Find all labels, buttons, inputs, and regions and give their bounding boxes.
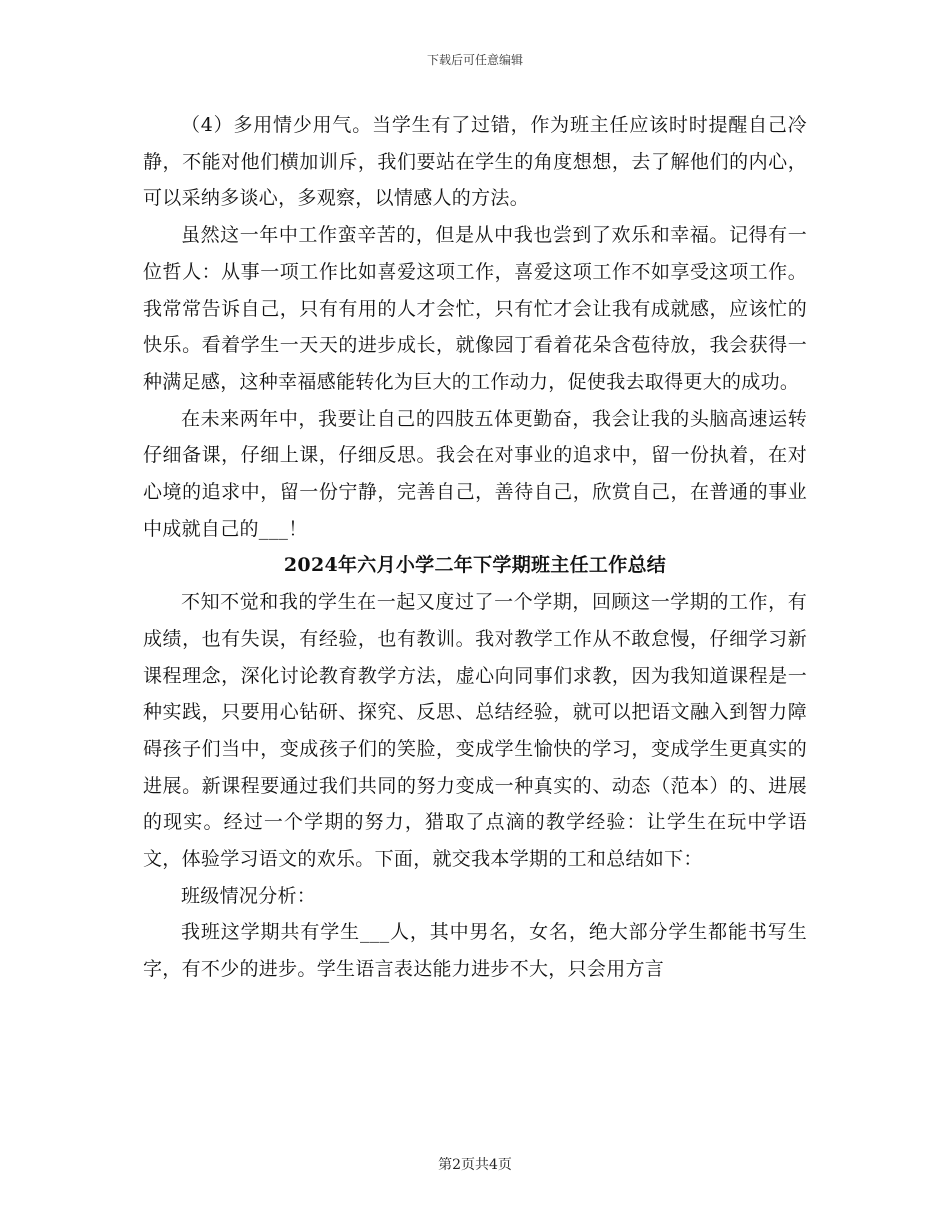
page-header: 下载后可任意编辑	[426, 53, 523, 67]
section-title: 2024年六月小学二年下学期班主任工作总结	[283, 554, 667, 577]
paragraph-semester-review: 不知不觉和我的学生在一起又度过了一个学期，回顾这一学期的工作，有成绩，也有失误，有经验，也有教训。我对教学工作从不敢怠慢，仔细学习新课程理念，深化讨论教育教学方法，虚心向同事们求教，因为我知道课程是一种实践，只要用心钻研、探究、反思、总结经验，就可以把语文融入到智力障碍孩子们当中，变成孩子们的笑脸，变成学生愉快的学习，变成学生更真实的进展。新课程要通过我们共同的努力变成一种真实的、动态（范本）的、进展的现实。经过一个学期的努力，猎取了点滴的教学经验：让学生在玩中学语文，体验学习语文的欢乐。下面，就交我本学期的工和总结如下：	[143, 591, 807, 871]
paragraph-happiness: 虽然这一年中工作蛮辛苦的，但是从中我也尝到了欢乐和幸福。记得有一位哲人：从事一项工作比如喜爱这项工作，喜爱这项工作不如享受这项工作。我常常告诉自己，只有有用的人才会忙，只有忙才会让我有成就感，应该忙的快乐。看着学生一天天的进步成长，就像园丁看着花朵含苞待放，我会获得一种满足感，这种幸福感能转化为巨大的工作动力，促使我去取得更大的成功。	[143, 224, 807, 393]
paragraph-class-analysis: 我班这学期共有学生___人，其中男名，女名，绝大部分学生都能书写生字，有不少的进步。学生语言表达能力进步不大，只会用方言	[143, 921, 807, 981]
paragraph-class-analysis-heading: 班级情况分析：	[181, 884, 317, 907]
paragraph-emotion-advice: （4）多用情少用气。当学生有了过错，作为班主任应该时时提醒自己冷静，不能对他们横加训斥，我们要站在学生的角度想想，去了解他们的内心，可以采纳多谈心，多观察，以情感人的方法。	[143, 114, 807, 210]
paragraph-future-plans: 在未来两年中，我要让自己的四肢五体更勤奋，我会让我的头脑高速运转仔细备课，仔细上课，仔细反思。我会在对事业的追求中，留一份执着，在对心境的追求中，留一份宁静，完善自己，善待自己，欣赏自己，在普通的事业中成就自己的___！	[143, 407, 807, 540]
page-footer: 第2页共4页	[438, 1157, 512, 1173]
document-body	[143, 107, 807, 988]
